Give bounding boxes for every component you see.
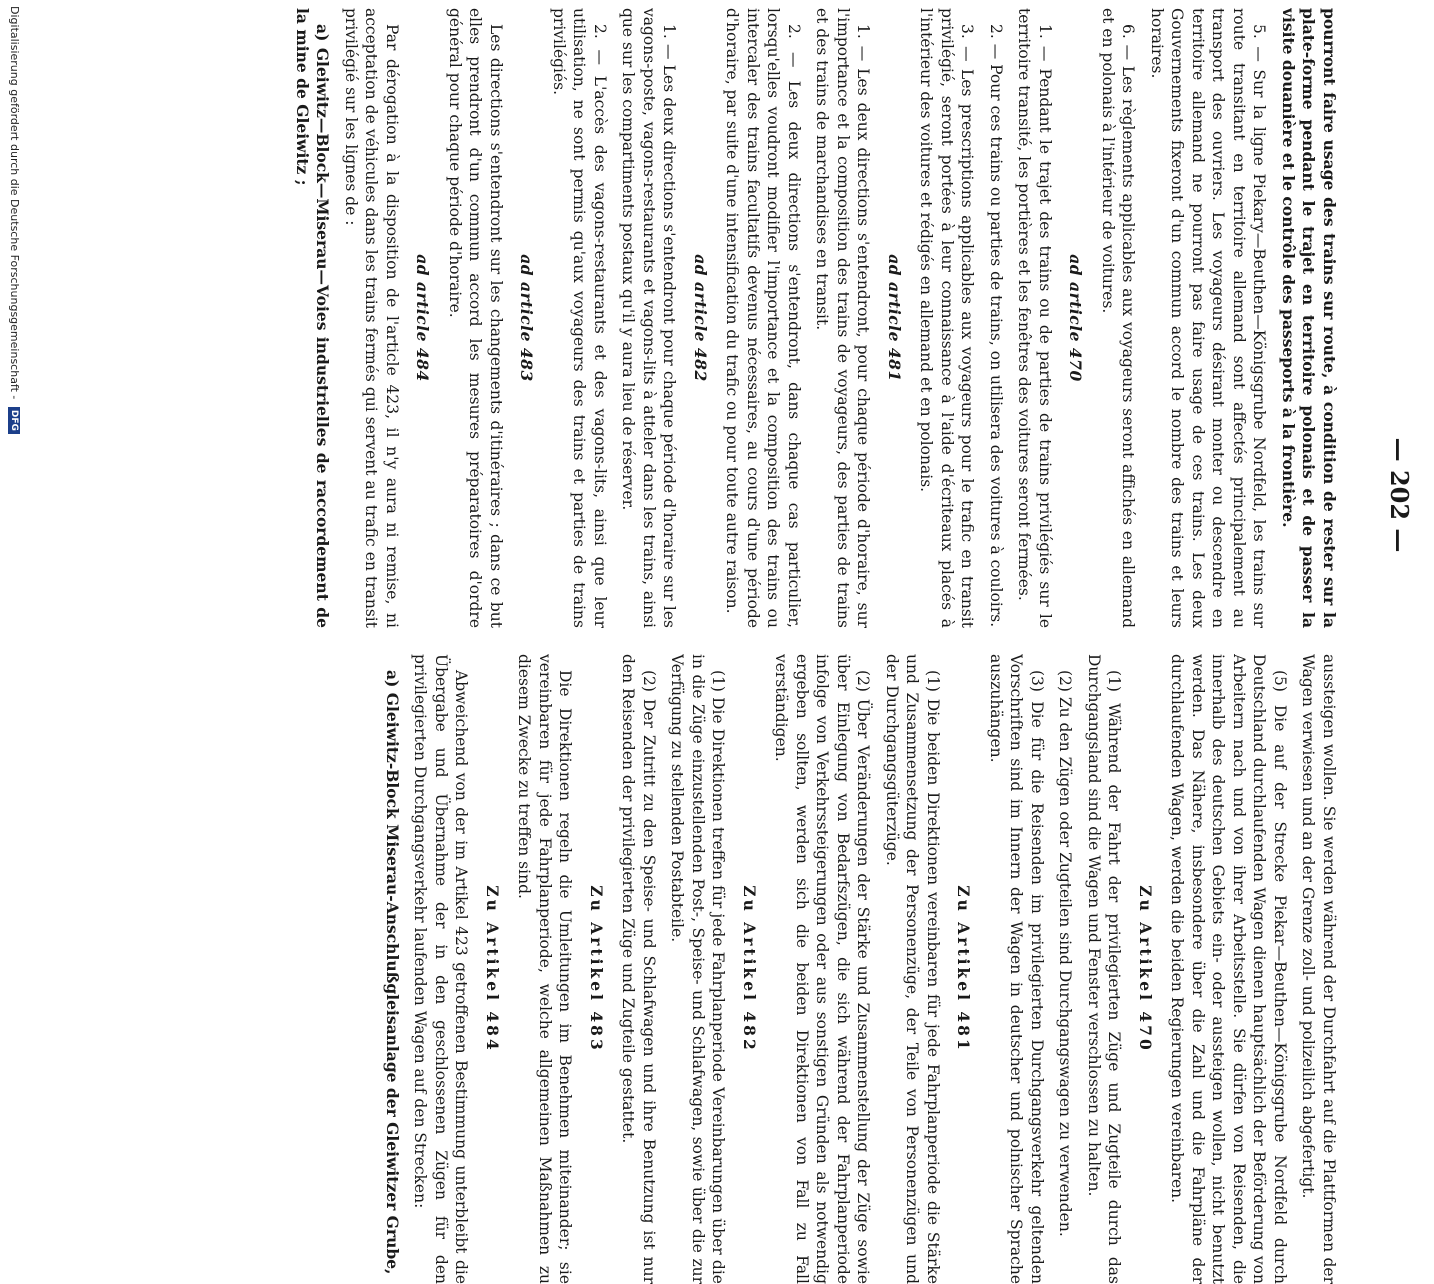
french-article-481-para-1: 1. — Les deux directions s'entendront, pour chaque période d'horaire, sur l'importance et la composition des trains de voyageurs, des parties de trains et des trains de marchandises en transit. [813, 8, 873, 628]
french-article-483-para: Les directions s'entendront sur les changements d'itinéraires ; dans ce but elles prendront d'un commun accord les mesures préparatoires d'ordre général pour chaque période d'horaire. [446, 8, 505, 628]
digitization-credit-text: Digitalisierung gefördert durch die Deutsche Forschungsgemeinschaft - [8, 6, 21, 400]
german-heading-article-482: Zu Artikel 482 [740, 885, 759, 1053]
french-article-470-para-2: 2. — Pour ces trains ou parties de trains, on utilisera des voitures à couloirs. [987, 24, 1005, 628]
french-heading-article-481: ad article 481 [885, 254, 904, 382]
french-article-482-para-2: 2. — L'accès des vagons-restaurants et des vagons-lits, ainsi que leur utilisation, ne sont permis qu'aux voyageurs des trains et parties de trains privilégiés. [550, 8, 609, 628]
french-paragraph-5: 5. — Sur la ligne Piekary—Beuthen—Königsgrube Nordfeld, les trains sur route transitant en territoire allemand sont affectés principalement au transport des ouvriers. Les voyageurs désirant monter ou descendre en territoire allemand ne pourront pas faire usage de ces trains. Les deux Gouvernements fixeront d'un commun accord le nombre des trains et leurs horaires. [1148, 8, 1269, 628]
german-heading-article-483: Zu Artikel 483 [587, 885, 606, 1053]
french-text-column [9, 8, 1339, 628]
french-intro-paragraph: pourront faire usage des trains sur route, à condition de rester sur la plate-forme pendant le trajet en territoire polonais et de passer la visite douanière et le contrôle des passeports à la frontière. [1279, 8, 1339, 628]
french-article-470-para-3: 3. — Les prescriptions applicables aux voyageurs pour le trafic en transit privilégié, seront portées à leur connaissance à l'aide d'écriteaux placés à l'intérieur des voitures et rédigés en allemand et en polonais. [917, 8, 977, 628]
german-heading-article-481: Zu Artikel 481 [954, 885, 974, 1053]
german-article-482-para-1: (1) Die Direktionen treffen für jede Fahrplanperiode Vereinbarungen über die in die Züge einzustellenden Post-, Speise- und Schlafwagen, sowie über die zur Verfügung zu stellenden Postabteile. [668, 654, 728, 1284]
german-heading-article-470: Zu Artikel 470 [1136, 885, 1155, 1053]
french-article-484-item-a: a) Gleiwitz—Block—Miserau—Voies industrielles de raccordement de la mine de Gleiwitz ; [293, 8, 333, 628]
french-heading-article-483: ad article 483 [517, 254, 537, 382]
german-heading-article-484: Zu Artikel 484 [483, 885, 502, 1053]
french-paragraph-6: 6. — Les règlements applicables aux voyageurs seront affichés en allemand et en polonais à l'intérieur de voitures. [1099, 8, 1138, 628]
french-article-484-para: Par dérogation à la disposition de l'article 423, il n'y aura ni remise, ni acceptation de véhicules dans les trains fermés qui servent au trafic en transit privilégié sur les lignes de : [342, 8, 401, 628]
german-article-470-para-2: (2) Zu den Zügen oder Zugteilen sind Durchgangswagen zu verwenden. [1056, 670, 1075, 1237]
french-heading-article-482: ad article 482 [691, 254, 710, 382]
german-article-483-para: Die Direktionen regeln die Umleitungen im Benehmen miteinander; sie vereinbaren für jede Fahrplanperiode, welche allgemeinen Maßnahmen zu diesem Zwecke zu treffen sind. [515, 654, 575, 1284]
french-heading-article-470: ad article 470 [1066, 254, 1086, 382]
german-intro-paragraph: aussteigen wollen. Sie werden während der Durchfahrt auf die Plattformen der Wagen verwiesen und an der Grenze zoll- und polizeilich abgefertigt. [1299, 654, 1338, 1284]
dfg-logo: DFG [8, 407, 20, 434]
german-article-470-para-1: (1) Während der Fahrt der privilegierten Züge und Zugteile durch das Durchgangsland sind die Wagen und Fenster verschlossen zu halten. [1085, 654, 1124, 1284]
page-number: — 202 — [1385, 437, 1414, 553]
french-article-470-para-1: 1. — Pendant le trajet des trains ou de parties de trains privilégiés sur le territoire transité, les portières et les fenêtres des voitures seront fermées. [1015, 8, 1054, 628]
german-article-481-para-1: (1) Die beiden Direktionen vereinbaren für jede Fahrplanperiode die Stärke und Zusammensetzung der Personenzüge, der Teile von Personenzügen und der Durchgangsgüterzüge. [883, 654, 942, 1284]
german-article-484-para: Abweichend von der im Artikel 423 getroffenen Bestimmung unterbleibt die Übergabe und Übernahme der in den geschlossenen Zügen für den privilegierten Durchgangsverkehr laufenden Wagen auf den Strecken: [411, 654, 471, 1284]
german-text-column [9, 654, 1339, 1284]
german-paragraph-5: (5) Die auf der Strecke Piekar—Beuthen—Königsgrube Nordfeld durch Deutschland durchlaufenden Wagen dienen hauptsächlich der Beförderung von Arbeitern nach und von ihrer Arbeitsstelle. Sie dürfen von Reisenden, die innerhalb des deutschen Gebiets ein- oder aussteigen wollen, nicht benutzt werden. Das Nähere, insbesondere über die Zahl und die Fahrpläne der durchlaufenden Wagen, werden die beiden Regierungen vereinbaren. [1168, 654, 1289, 1284]
german-article-484-item-a: a) Gleiwitz-Block Miserau-Anschlußgleisanlage der Gleiwitzer Grube, [383, 670, 402, 1275]
german-article-482-para-2: (2) Der Zutritt zu den Speise- und Schlafwagen und ihre Benutzung ist nur den Reisenden der privilegierten Züge und Zugteile gestattet. [619, 654, 658, 1284]
german-article-481-para-2: (2) Über Veränderungen der Stärke und Zusammenstellung der Züge sowie über Einlegung von Bedarfszügen, die sich während der Fahrplanperiode infolge von Verkehrssteigerungen oder aus sonstigen Gründen als notwendig ergeben sollten, werden sich die beiden Direktionen von Fall zu Fall verständigen. [772, 654, 873, 1284]
french-article-481-para-2: 2. — Les deux directions s'entendront, dans chaque cas particulier, lorsqu'elles voudront modifier l'importance et la composition des trains ou intercaler des trains facultatifs devenus nécessaires, au cours d'une période d'horaire, par suite d'une intensification du trafic ou pour toute autre raison. [723, 8, 803, 628]
german-article-470-para-3: (3) Die für die Reisenden im privilegierten Durchgangsverkehr geltenden Vorschriften sind im Innern der Wagen in deutscher und polnischer Sprache auszuhängen. [987, 654, 1046, 1284]
french-article-482-para-1: 1. — Les deux directions s'entendront pour chaque période d'horaire sur les vagons-poste, vagons-restaurants et vagons-lits à atteler dans les trains, ainsi que sur les compartiments postaux qu'il y aura lieu de réserver. [619, 8, 679, 628]
digitization-credit [8, 0, 21, 996]
french-heading-article-484: ad article 484 [413, 254, 433, 382]
